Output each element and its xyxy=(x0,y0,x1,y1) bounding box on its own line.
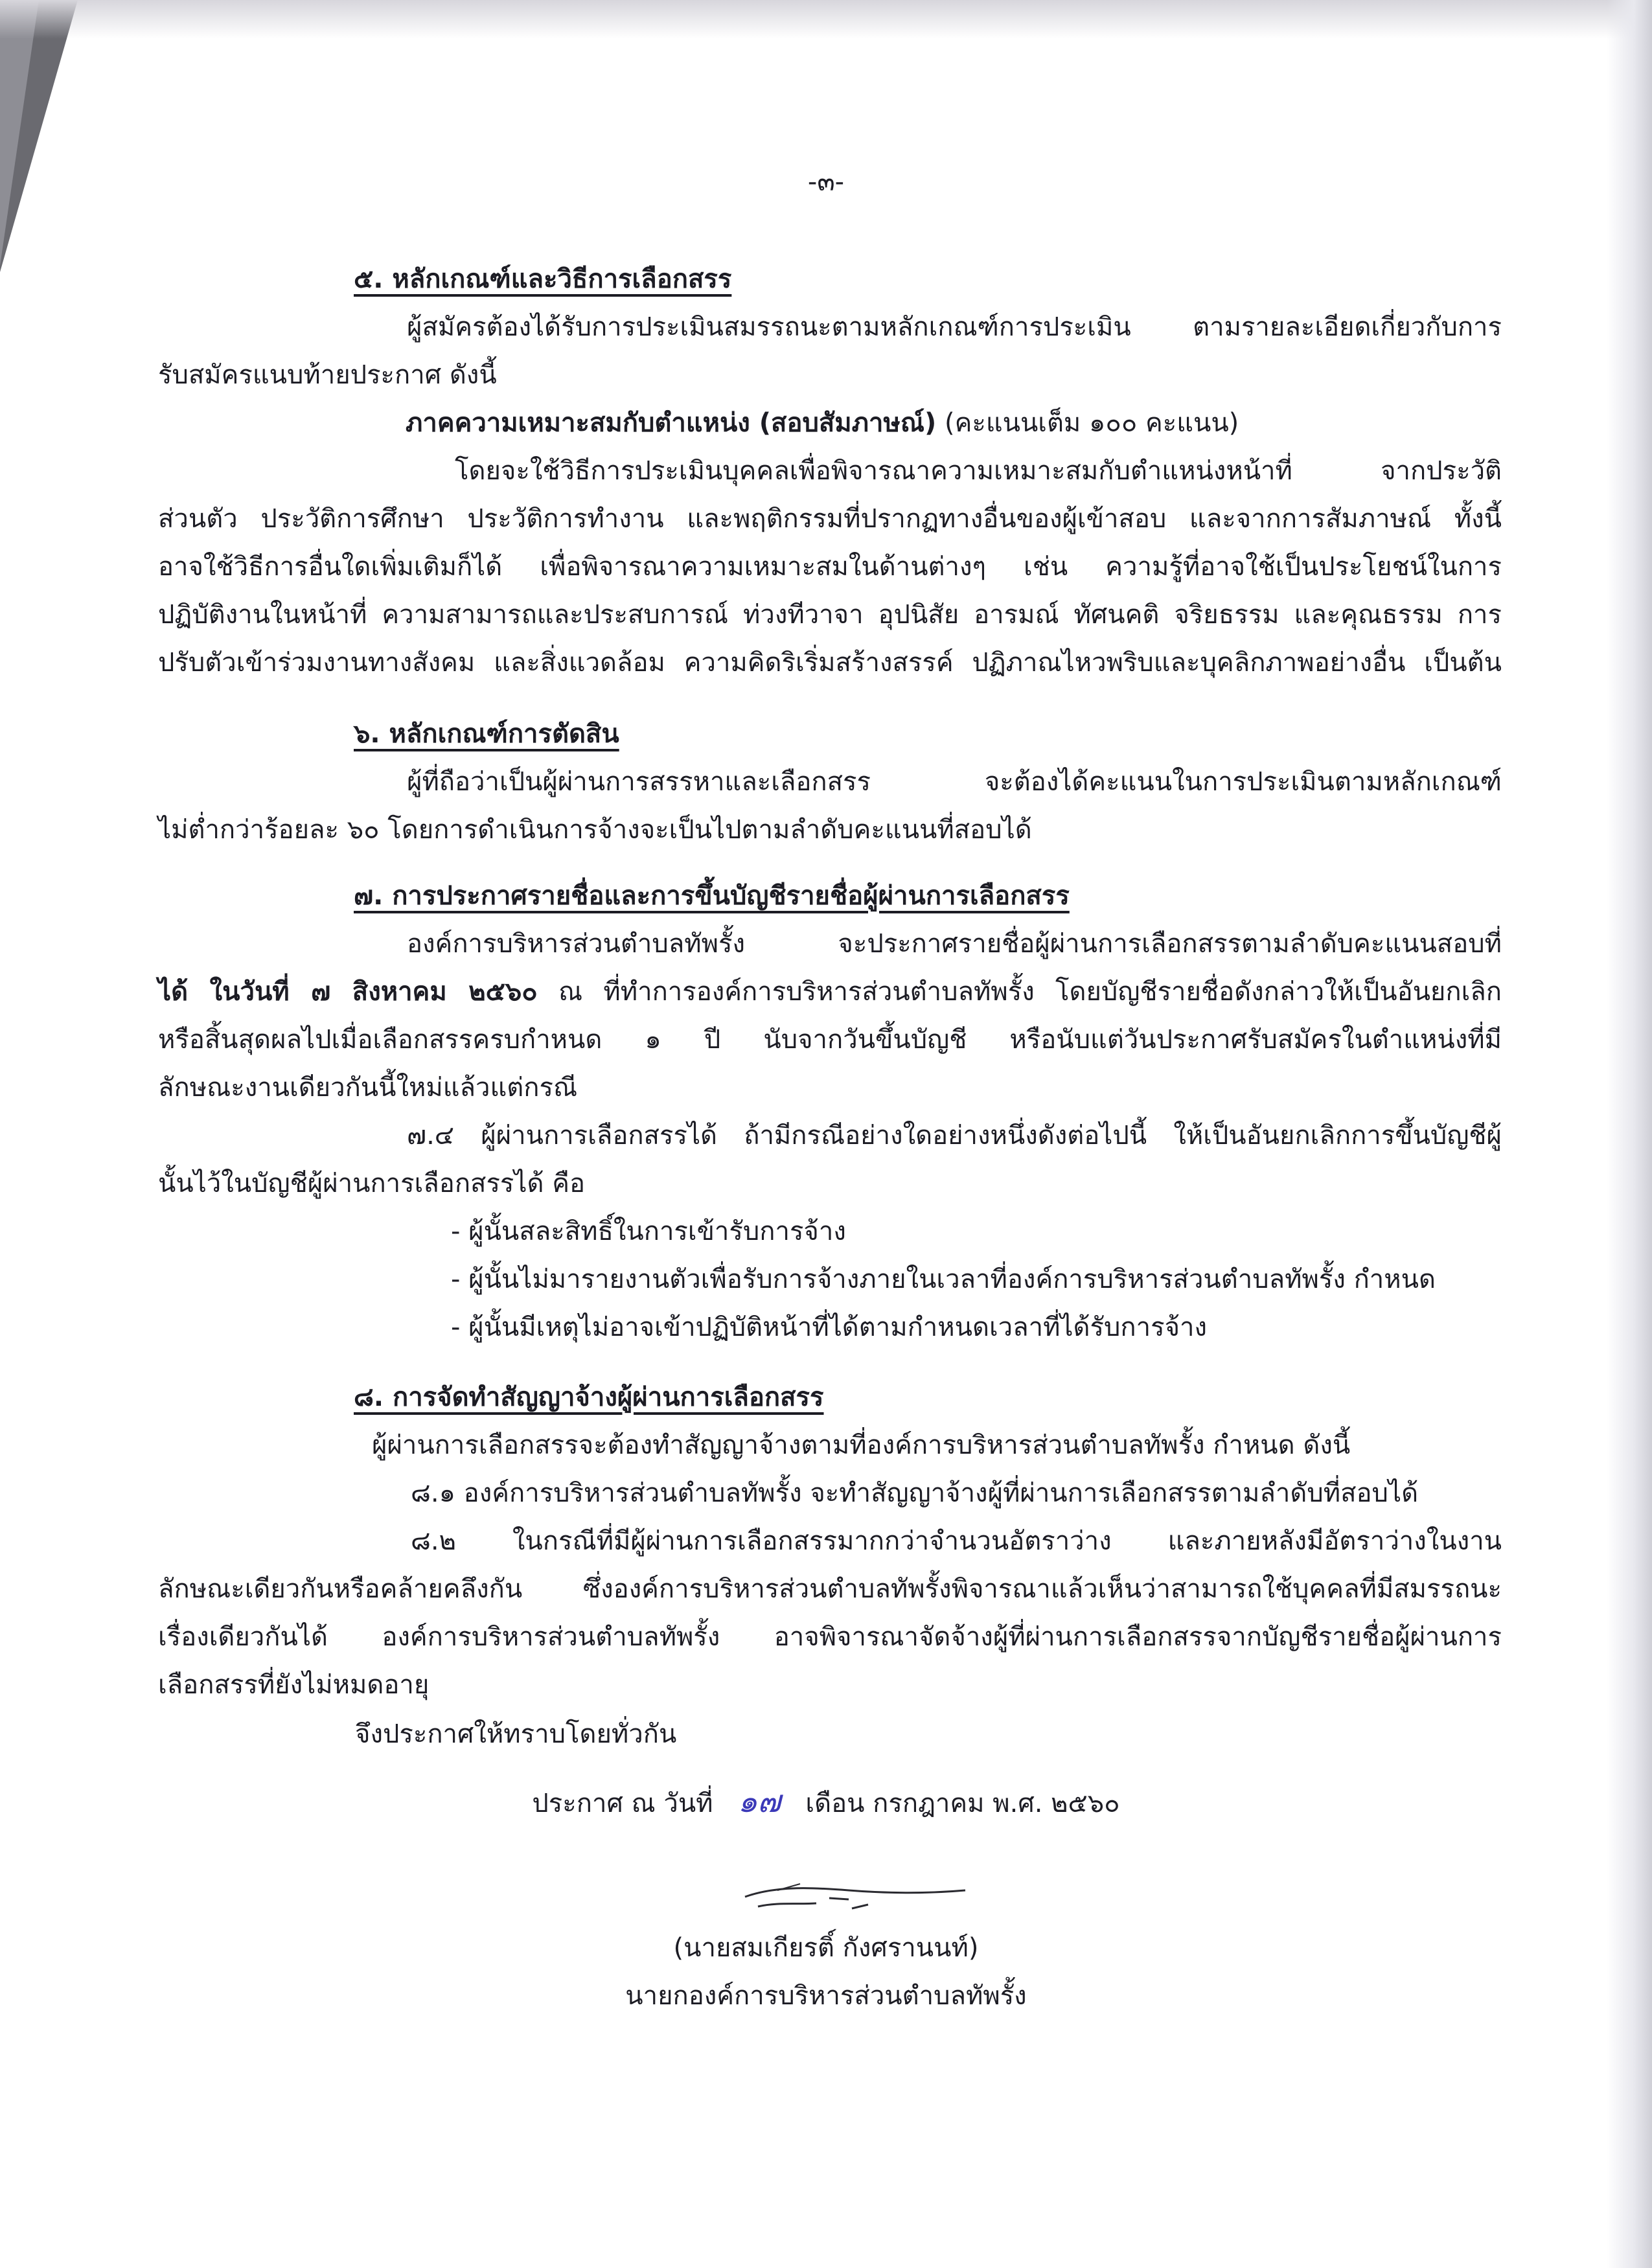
section7-line-3: หรือสิ้นสุดผลไปเมื่อเลือกสรรครบกำหนด ๑ ปี นับจากวันขึ้นบัญชี หรือนับแต่วันประกาศรับสมัครในตำแหน่งที่มี xyxy=(158,1025,1502,1055)
section5-body-2: ส่วนตัว ประวัติการศึกษา ประวัติการทำงาน และพฤติกรรมที่ปรากฏทางอื่นของผู้เข้าสอบ และจากการสัมภาษณ์ ทั้งนี้ xyxy=(158,504,1502,534)
section6-line-1: ผู้ที่ถือว่าเป็นผู้ผ่านการสรรหาและเลือกสรร จะต้องได้คะแนนในการประเมินตามหลักเกณฑ์ xyxy=(407,767,1502,797)
page-number: -๓- xyxy=(807,167,845,197)
section5-body-4: ปฏิบัติงานในหน้าที่ ความสามารถและประสบการณ์ ท่วงทีวาจา อุปนิสัย อารมณ์ ทัศนคติ จริยธรรม และคุณธรรม การ xyxy=(158,600,1502,630)
section8-line-2: ๘.๑ องค์การบริหารส่วนตำบลทัพรั้ง จะทำสัญญาจ้างผู้ที่ผ่านการเลือกสรรตามลำดับที่สอบได้ xyxy=(411,1478,1419,1508)
section7-heading: ๗. การประกาศรายชื่อและการขึ้นบัญชีรายชื่อผู้ผ่านการเลือกสรร xyxy=(354,881,1070,911)
section5-heading: ๕. หลักเกณฑ์และวิธีการเลือกสรร xyxy=(354,264,732,294)
section8-heading: ๘. การจัดทำสัญญาจ้างผู้ผ่านการเลือกสรร xyxy=(354,1382,824,1412)
section5-subheading-rest: (คะแนนเต็ม ๑๐๐ คะแนน) xyxy=(936,408,1239,438)
section7-line-2-rest: ณ ที่ทำการองค์การบริหารส่วนตำบลทัพรั้ง โดยบัญชีรายชื่อดังกล่าวให้เป็นอันยกเลิก xyxy=(537,977,1502,1007)
signer-name: (นายสมเกียรติ์ กังศรานนท์) xyxy=(673,1933,979,1963)
section5-body-1: โดยจะใช้วิธีการประเมินบุคคลเพื่อพิจารณาความเหมาะสมกับตำแหน่งหน้าที่ จากประวัติ xyxy=(455,456,1502,486)
section7-line-1: องค์การบริหารส่วนตำบลทัพรั้ง จะประกาศรายชื่อผู้ผ่านการเลือกสรรตามลำดับคะแนนสอบที่ xyxy=(407,929,1502,959)
signer-title: นายกองค์การบริหารส่วนตำบลทัพรั้ง xyxy=(625,1981,1027,2011)
announce-date xyxy=(0,1778,1652,1827)
section7-line-4: ลักษณะงานเดียวกันนี้ใหม่แล้วแต่กรณี xyxy=(158,1073,578,1103)
section6-heading: ๖. หลักเกณฑ์การตัดสิน xyxy=(354,719,619,749)
section7-sub-line-2: นั้นไว้ในบัญชีผู้ผ่านการเลือกสรรได้ คือ xyxy=(158,1169,586,1198)
section8-line-4: ลักษณะเดียวกันหรือคล้ายคลึงกัน ซึ่งองค์การบริหารส่วนตำบลทัพรั้งพิจารณาแล้วเห็นว่าสามารถใช้บุคคลที่มีสมรรถนะ xyxy=(158,1574,1502,1604)
section5-line-1: ผู้สมัครต้องได้รับการประเมินสมรรถนะตามหลักเกณฑ์การประเมิน ตามรายละเอียดเกี่ยวกับการ xyxy=(407,312,1502,342)
date-suffix: เดือน กรกฎาคม พ.ศ. ๒๕๖๐ xyxy=(805,1789,1120,1818)
section5-subheading xyxy=(406,399,1239,447)
section8-line-6: เลือกสรรที่ยังไม่หมดอายุ xyxy=(158,1670,430,1700)
signature-scribble xyxy=(739,1871,972,1916)
section5-body-5: ปรับตัวเข้าร่วมงานทางสังคม และสิ่งแวดล้อม ความคิดริเริ่มสร้างสรรค์ ปฏิภาณไหวพริบและบุคลิกภาพอย่างอื่น เป็นต้น xyxy=(158,648,1502,678)
section7-bullet-1: - ผู้นั้นสละสิทธิ์ในการเข้ารับการจ้าง xyxy=(451,1217,846,1246)
section7-bullet-3: - ผู้นั้นมีเหตุไม่อาจเข้าปฏิบัติหน้าที่ได้ตามกำหนดเวลาที่ได้รับการจ้าง xyxy=(451,1312,1207,1342)
section5-subheading-bold: ภาคความเหมาะสมกับตำแหน่ง (สอบสัมภาษณ์) xyxy=(406,408,937,438)
section8-line-3: ๘.๒ ในกรณีที่มีผู้ผ่านการเลือกสรรมากกว่าจำนวนอัตราว่าง และภายหลังมีอัตราว่างในงาน xyxy=(411,1526,1502,1556)
announce-line: จึงประกาศให้ทราบโดยทั่วกัน xyxy=(355,1719,677,1749)
date-day-handwritten: ๑๗ xyxy=(737,1783,781,1820)
section8-line-5: เรื่องเดียวกันได้ องค์การบริหารส่วนตำบลทัพรั้ง อาจพิจารณาจัดจ้างผู้ที่ผ่านการเลือกสรรจากบัญชีรายชื่อผู้ผ่านการ xyxy=(158,1622,1502,1652)
section5-line-2: รับสมัครแนบท้ายประกาศ ดังนี้ xyxy=(158,360,497,390)
section8-line-1: ผู้ผ่านการเลือกสรรจะต้องทำสัญญาจ้างตามที่องค์การบริหารส่วนตำบลทัพรั้ง กำหนด ดังนี้ xyxy=(372,1430,1351,1460)
section7-line-2 xyxy=(158,968,1502,1016)
date-prefix: ประกาศ ณ วันที่ xyxy=(532,1789,713,1818)
section7-date-bold: ได้ ในวันที่ ๗ สิงหาคม ๒๕๖๐ xyxy=(158,977,538,1007)
section6-line-2: ไม่ต่ำกว่าร้อยละ ๖๐ โดยการดำเนินการจ้างจะเป็นไปตามลำดับคะแนนที่สอบได้ xyxy=(158,815,1032,845)
section7-bullet-2: - ผู้นั้นไม่มารายงานตัวเพื่อรับการจ้างภายในเวลาที่องค์การบริหารส่วนตำบลทัพรั้ง กำหนด xyxy=(451,1265,1436,1294)
section5-body-3: อาจใช้วิธีการอื่นใดเพิ่มเติมก็ได้ เพื่อพิจารณาความเหมาะสมในด้านต่างๆ เช่น ความรู้ที่อาจใช้เป็นประโยชน์ในการ xyxy=(158,552,1502,582)
section7-sub-line-1: ๗.๔ ผู้ผ่านการเลือกสรรได้ ถ้ามีกรณีอย่างใดอย่างหนึ่งดังต่อไปนี้ ให้เป็นอันยกเลิกการขึ้นบัญชีผู้ xyxy=(407,1121,1502,1151)
